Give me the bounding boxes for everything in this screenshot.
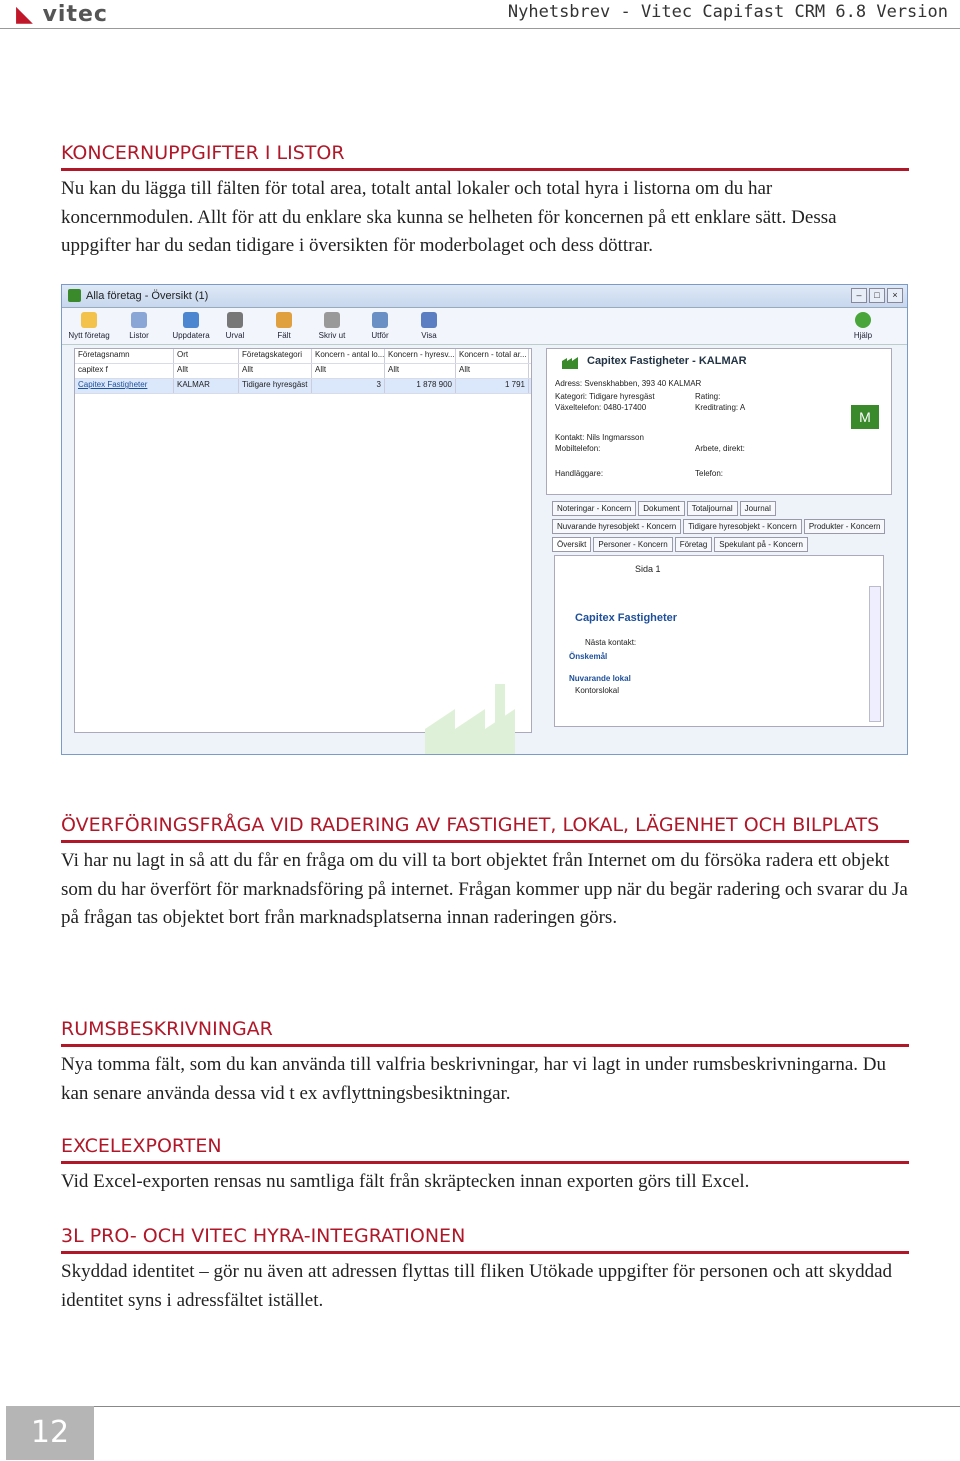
new-company-button[interactable]: Nytt företag <box>68 312 110 340</box>
detail-tabs <box>552 501 892 555</box>
detail-credit: Kreditrating: A <box>695 403 746 412</box>
tab-foretag[interactable]: Företag <box>675 537 713 552</box>
app-screenshot <box>61 284 908 755</box>
section-heading: 3L PRO- OCH VITEC HYRA-INTEGRATIONEN <box>61 1221 909 1254</box>
filter-input[interactable]: capitex f <box>75 364 174 378</box>
detail-address: Adress: Svenskhabben, 393 40 KALMAR <box>555 379 702 388</box>
page-number: 12 <box>6 1406 94 1460</box>
detail-work: Arbete, direkt: <box>695 444 745 453</box>
printer-icon <box>324 312 340 328</box>
page-header <box>0 0 960 29</box>
column-header[interactable]: Ort <box>174 349 239 363</box>
section-body: Vid Excel-exporten rensas nu samtliga fält från skräptecken innan exporten görs till Excel. <box>61 1171 750 1192</box>
wish-link[interactable]: Önskemål <box>569 652 608 661</box>
filter-select[interactable]: Allt <box>456 364 529 378</box>
fields-icon <box>276 312 292 328</box>
gear-icon <box>372 312 388 328</box>
help-icon <box>855 312 871 328</box>
selection-button[interactable]: Urval <box>214 312 256 340</box>
cell: 3 <box>312 379 385 393</box>
company-detail-card <box>546 348 892 495</box>
section-heading: RUMSBESKRIVNINGAR <box>61 1014 909 1047</box>
detail-rating: Rating: <box>695 392 721 401</box>
lists-button[interactable]: Listor <box>118 312 160 340</box>
detail-phone: Växeltelefon: 0480-17400 <box>555 403 647 412</box>
tab-noteringar[interactable]: Noteringar - Koncern <box>552 501 636 516</box>
column-header[interactable]: Företagsnamn <box>75 349 174 363</box>
detail-telefon: Telefon: <box>695 469 724 478</box>
window-titlebar <box>62 285 907 308</box>
detail-handler: Handläggare: <box>555 469 604 478</box>
section-heading: EXCELEXPORTEN <box>61 1131 909 1164</box>
glasses-icon <box>227 312 243 328</box>
section-heading: ÖVERFÖRINGSFRÅGA VID RADERING AV FASTIGHET, LOKAL, LÄGENHET OCH BILPLATS <box>61 810 909 843</box>
tab-oversikt[interactable]: Översikt <box>552 537 591 552</box>
fields-button[interactable]: Fält <box>263 312 305 340</box>
overview-panel <box>554 555 884 727</box>
section-rumsbeskrivningar <box>61 1014 909 1108</box>
header-title: Nyhetsbrev - Vitec Capifast CRM 6.8 Version <box>507 2 948 22</box>
column-header[interactable]: Koncern - hyresv... <box>385 349 456 363</box>
company-grid <box>74 348 532 733</box>
tab-nuvarande[interactable]: Nuvarande hyresobjekt - Koncern <box>552 519 681 534</box>
section-body: Skyddad identitet – gör nu även att adressen flyttas till fliken Utökade uppgifter för personen och att skyddad identitet syns i adressfältet istället. <box>61 1261 893 1311</box>
tab-dokument[interactable]: Dokument <box>638 501 684 516</box>
panel-title: Capitex Fastigheter <box>575 612 678 624</box>
building-watermark-icon <box>415 679 535 755</box>
close-icon[interactable]: × <box>887 288 903 303</box>
section-koncernuppgifter <box>61 138 909 261</box>
execute-button[interactable]: Utför <box>359 312 401 340</box>
cell: Tidigare hyresgäst <box>239 379 312 393</box>
new-icon <box>81 312 97 328</box>
vitec-logo: ◣ vitec <box>16 2 108 27</box>
column-header[interactable]: Koncern - total ar... <box>456 349 529 363</box>
view-icon <box>421 312 437 328</box>
company-link[interactable]: Capitex Fastigheter <box>75 379 174 393</box>
detail-contact[interactable]: Kontakt: Nils Ingmarsson <box>555 433 644 442</box>
tab-tidigare[interactable]: Tidigare hyresobjekt - Koncern <box>683 519 802 534</box>
toolbar <box>62 308 907 345</box>
filter-select[interactable]: Allt <box>239 364 312 378</box>
next-contact: Nästa kontakt: <box>585 638 637 647</box>
maximize-icon[interactable]: □ <box>869 288 885 303</box>
app-icon <box>68 289 81 302</box>
footer-line <box>94 1406 960 1407</box>
column-header[interactable]: Företagskategori <box>239 349 312 363</box>
lists-icon <box>131 312 147 328</box>
filter-select[interactable]: Allt <box>385 364 456 378</box>
help-button[interactable]: Hjälp <box>842 312 884 340</box>
section-overforingsfraga <box>61 810 909 933</box>
minimize-icon[interactable]: – <box>851 288 867 303</box>
filter-row <box>75 364 531 379</box>
detail-mobile: Mobiltelefon: <box>555 444 601 453</box>
tab-totaljournal[interactable]: Totaljournal <box>687 501 738 516</box>
column-header[interactable]: Koncern - antal lo... <box>312 349 385 363</box>
section-body: Nu kan du lägga till fälten för total area, totalt antal lokaler och total hyra i listorna om du har koncernmodulen. Allt för att du enklare ska kunna se helheten för koncernen på ett enklare sätt. Dessa uppgifter har du sedan tidigare i översikten för moderbolaget och dess döttrar. <box>61 178 837 256</box>
detail-title: Capitex Fastigheter - KALMAR <box>587 355 747 367</box>
section-heading: KONCERNUPPGIFTER I LISTOR <box>61 138 909 171</box>
building-icon <box>561 354 579 370</box>
table-row[interactable] <box>75 379 531 394</box>
module-badge-icon: M <box>851 405 879 429</box>
office-text: Kontorslokal <box>575 686 620 695</box>
current-link[interactable]: Nuvarande lokal <box>569 674 631 683</box>
section-excelexporten <box>61 1131 909 1197</box>
tab-spekulant[interactable]: Spekulant på - Koncern <box>714 537 808 552</box>
window-title: Alla företag - Översikt (1) <box>86 290 209 302</box>
scrollbar[interactable] <box>869 586 881 722</box>
tab-produkter[interactable]: Produkter - Koncern <box>804 519 886 534</box>
section-body: Vi har nu lagt in så att du får en fråga om du vill ta bort objektet från Internet om du försöka radera ett objekt som du har överfört för marknadsföring på internet. Frågan kommer upp när du begär radering och svarar du Ja på frågan tas objektet bort från marknadsplatserna innan raderingen görs. <box>61 850 908 928</box>
section-body: Nya tomma fält, som du kan använda till valfria beskrivningar, har vi lagt in under rumsbeskrivningarna. Du kan senare använda dessa vid t ex avflyttningsbesiktningar. <box>61 1054 886 1104</box>
cell: 1 878 900 <box>385 379 456 393</box>
cell: 1 791 <box>456 379 529 393</box>
window-controls <box>849 288 903 303</box>
print-button[interactable]: Skriv ut <box>311 312 353 340</box>
grid-header <box>75 349 531 364</box>
filter-select[interactable]: Allt <box>174 364 239 378</box>
tab-journal[interactable]: Journal <box>740 501 776 516</box>
tab-personer[interactable]: Personer - Koncern <box>593 537 672 552</box>
section-3l-pro <box>61 1221 909 1315</box>
refresh-button[interactable]: Uppdatera <box>170 312 212 340</box>
page-indicator: Sida 1 <box>635 564 661 574</box>
filter-select[interactable]: Allt <box>312 364 385 378</box>
view-button[interactable]: Visa <box>408 312 450 340</box>
refresh-icon <box>183 312 199 328</box>
cell: KALMAR <box>174 379 239 393</box>
detail-category: Kategori: Tidigare hyresgäst <box>555 392 655 401</box>
